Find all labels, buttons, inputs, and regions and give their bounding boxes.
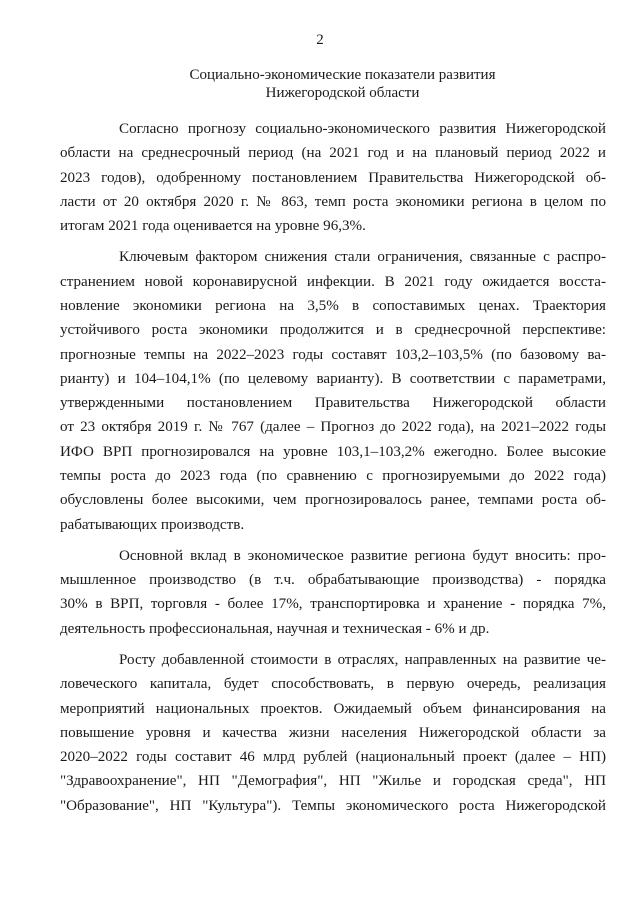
paragraph-1 (60, 117, 606, 238)
text-line: деятельность профессиональная, научная и техническая - 6% и др. (60, 620, 490, 637)
text-line: утвержденными постановлением Правительства Нижегородской области (60, 395, 606, 412)
text-line: "Образование", НП "Культура"). Темпы экономического роста Нижегородской (60, 797, 606, 814)
text-line: 2023 годов), одобренному постановлением Правительства Нижегородской об- (60, 169, 606, 186)
text-line: итогам 2021 года оценивается на уровне 96,3%. (60, 218, 366, 235)
text-line: ИФО ВРП прогнозировался на уровне 103,1–103,2% ежегодно. Более высокие (60, 443, 606, 460)
text-line: области на среднесрочный период (на 2021 год и на плановый период 2022 и (60, 145, 606, 162)
paragraph-2 (60, 245, 606, 537)
page-number: 2 (316, 32, 324, 48)
text-line: Росту добавленной стоимости в отраслях, направленных на развитие че- (119, 651, 606, 668)
title-line-1: Социально-экономические показатели развития (189, 67, 496, 83)
text-line: Согласно прогнозу социально-экономического развития Нижегородской (119, 121, 606, 137)
body-text (60, 117, 606, 825)
text-line: устойчивого роста экономики продолжится и в среднесрочной перспективе: (60, 322, 606, 339)
text-line: рианту) и 104–104,1% (по целевому варианту). В соответствии с параметрами, (60, 370, 606, 387)
text-line: новление экономики региона на 3,5% в сопоставимых ценах. Траектория (60, 297, 606, 314)
text-line: мышленное производство (в т.ч. обрабатывающие производства) - порядка (60, 572, 606, 589)
paragraph-3 (60, 544, 606, 641)
text-line: обусловлены более высокими, чем прогнозировалось ранее, темпами роста об- (60, 492, 606, 509)
text-line: мероприятий национальных проектов. Ожидаемый объем финансирования на (60, 700, 606, 717)
title-line-2: Нижегородской области (265, 85, 420, 101)
text-line: темпы роста до 2023 года (по сравнению с прогнозируемыми до 2022 года) (60, 468, 606, 485)
text-line: повышение уровня и качества жизни населения Нижегородской области за (60, 724, 606, 741)
text-line: Основной вклад в экономическое развитие региона будут вносить: про- (119, 547, 606, 564)
text-line: рабатывающих производств. (60, 516, 245, 533)
text-line: "Здравоохранение", НП "Демография", НП "Жилье и городская среда", НП (60, 773, 606, 790)
paragraph-4 (60, 648, 606, 818)
text-line: странением новой коронавирусной инфекции. В 2021 году ожидается восста- (60, 273, 606, 290)
text-line: 2020–2022 годы составит 46 млрд рублей (национальный проект (далее – НП) (60, 749, 606, 766)
text-line: 30% в ВРП, торговля - более 17%, транспортировка и хранение - порядка 7%, (60, 596, 606, 613)
text-line: ласти от 20 октября 2020 г. № 863, темп роста экономики региона в целом по (60, 193, 606, 210)
text-line: Ключевым фактором снижения стали ограничения, связанные с распро- (119, 249, 606, 266)
text-line: от 23 октября 2019 г. № 767 (далее – Прогноз до 2022 года), на 2021–2022 годы (60, 419, 606, 436)
text-line: прогнозные темпы на 2022–2023 годы составят 103,2–103,5% (по базовому ва- (60, 346, 606, 363)
text-line: ловеческого капитала, будет способствовать, в первую очередь, реализация (60, 676, 606, 693)
document-title (60, 66, 625, 102)
